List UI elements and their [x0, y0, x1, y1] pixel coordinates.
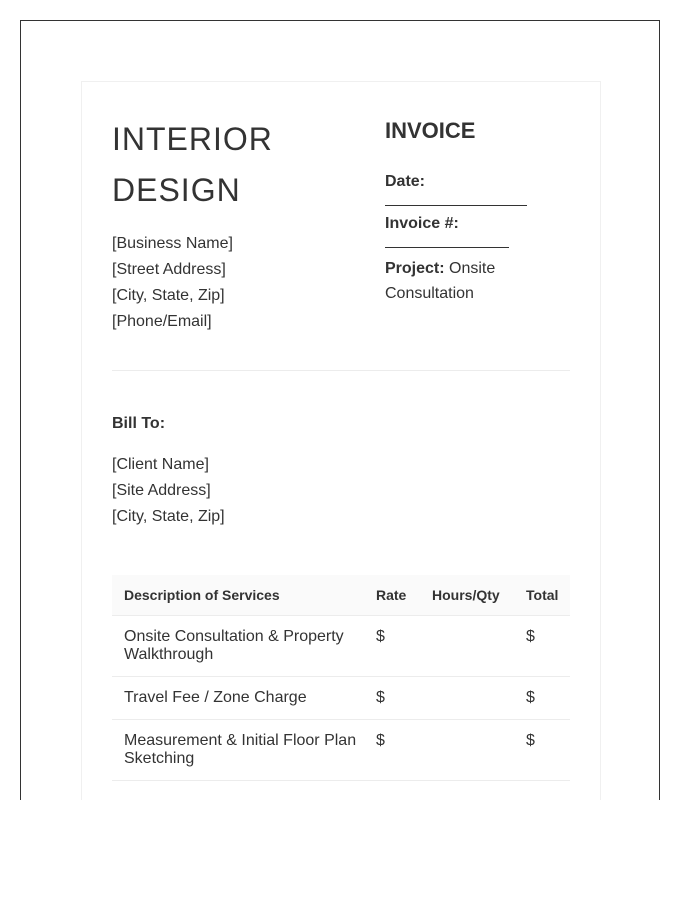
row-total: $: [514, 616, 570, 677]
brand-line-2: DESIGN: [112, 172, 241, 208]
invoice-details: [385, 118, 585, 306]
row-rate: $: [364, 616, 420, 677]
brand-line-1: INTERIOR: [112, 121, 273, 157]
page-frame: [20, 20, 660, 800]
invoice-number-field: [385, 214, 585, 234]
business-name: [Business Name]: [112, 235, 233, 252]
row-description: Measurement & Initial Floor Plan Sketching: [112, 720, 364, 781]
row-rate: $: [364, 677, 420, 720]
phone-email: [Phone/Email]: [112, 313, 212, 330]
street-address: [Street Address]: [112, 261, 226, 278]
row-rate: $: [364, 720, 420, 781]
header-rate: Rate: [364, 575, 420, 616]
row-total: $: [514, 677, 570, 720]
project-label: Project:: [385, 260, 445, 277]
row-description: Travel Fee / Zone Charge: [112, 677, 364, 720]
project-field: [385, 256, 545, 306]
business-address: [112, 231, 233, 335]
date-field: [385, 172, 585, 192]
services-table: [112, 575, 570, 781]
section-divider: [112, 370, 570, 371]
project-value: Onsite Consultation: [385, 260, 496, 302]
table-row: [112, 720, 570, 781]
date-blank-line: [385, 205, 527, 206]
bill-to-address: [112, 452, 225, 530]
header-total: Total: [514, 575, 570, 616]
row-total: $: [514, 720, 570, 781]
invoice-number-blank-line: [385, 247, 509, 248]
bill-to-label: Bill To:: [112, 415, 166, 432]
row-hours: [420, 616, 514, 677]
header-hours-qty: Hours/Qty: [420, 575, 514, 616]
table-header-row: [112, 575, 570, 616]
table-row: [112, 677, 570, 720]
row-description: Onsite Consultation & Property Walkthrough: [112, 616, 364, 677]
business-brand: [112, 114, 352, 216]
invoice-sheet: [81, 81, 601, 800]
row-hours: [420, 720, 514, 781]
invoice-title: INVOICE: [385, 118, 476, 143]
invoice-number-label: Invoice #:: [385, 215, 459, 232]
site-address: [Site Address]: [112, 482, 211, 499]
client-name: [Client Name]: [112, 456, 209, 473]
city-state-zip: [City, State, Zip]: [112, 287, 225, 304]
client-city-state-zip: [City, State, Zip]: [112, 508, 225, 525]
header-description: Description of Services: [112, 575, 364, 616]
table-row: [112, 616, 570, 677]
row-hours: [420, 677, 514, 720]
date-label: Date:: [385, 173, 426, 190]
